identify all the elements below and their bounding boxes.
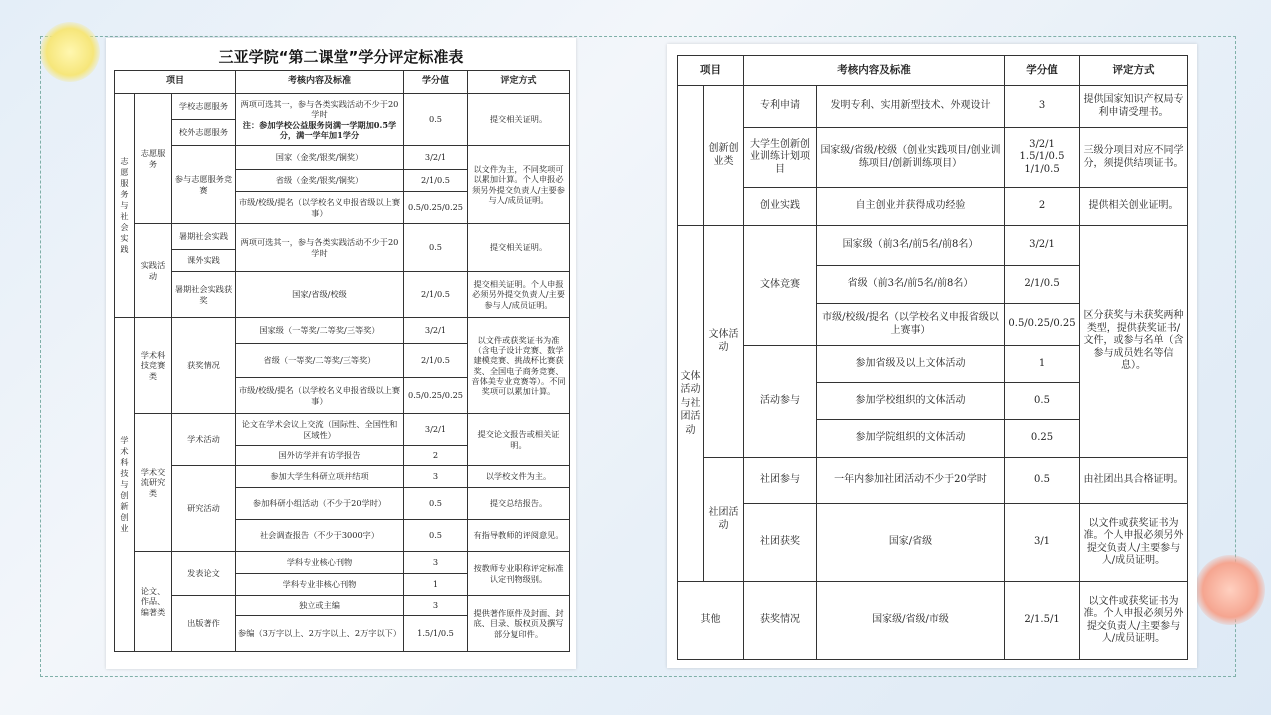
credit-cell: 1 — [1005, 346, 1080, 383]
table-row — [678, 86, 1188, 128]
method-cell: 提交相关证明。 — [468, 94, 570, 146]
content-cell: 参加学院组织的文体活动 — [817, 420, 1005, 458]
method-cell: 三级分项目对应不同学分，须提供结项证书。 — [1080, 128, 1188, 188]
content-cell: 国家级（一等奖/二等奖/三等奖） — [236, 318, 404, 344]
content-cell: 参加大学生科研立项并结项 — [236, 466, 404, 488]
item-cell: 参与志愿服务竞赛 — [172, 146, 236, 224]
item-cell: 获奖情况 — [744, 582, 817, 660]
header-method: 评定方式 — [1080, 56, 1188, 86]
credit-cell: 1 — [404, 574, 468, 596]
header-item: 项目 — [678, 56, 744, 86]
content-cell: 参编（3万字以上、2万字以上、2万字以下） — [236, 616, 404, 652]
subcategory-cell: 论文、作品、编著类 — [135, 552, 172, 652]
credit-cell: 2 — [1005, 188, 1080, 226]
content-cell: 省级（前3名/前5名/前8名） — [817, 266, 1005, 304]
item-cell: 课外实践 — [172, 250, 236, 272]
content-cell: 市级/校级/提名（以学校名义申报省级以上赛事） — [236, 192, 404, 224]
category-cell: 文体活动与社团活动 — [678, 226, 704, 582]
content-cell: 国家级（前3名/前5名/前8名） — [817, 226, 1005, 266]
category-cell: 其他 — [678, 582, 744, 660]
table-row — [115, 414, 570, 446]
method-cell: 提供相关创业证明。 — [1080, 188, 1188, 226]
item-cell: 出版著作 — [172, 596, 236, 652]
table-row — [115, 466, 570, 488]
content-cell: 参加省级及以上文体活动 — [817, 346, 1005, 383]
content-cell: 两项可选其一，参与各类实践活动不少于20学时 注：参加学校公益服务岗满一学期加0.5学分，满一学年加1学分 — [236, 94, 404, 146]
method-cell: 提供国家知识产权局专利申请受理书。 — [1080, 86, 1188, 128]
table-row — [115, 318, 570, 344]
item-cell: 文体竞赛 — [744, 226, 817, 346]
document-page-left — [106, 38, 576, 669]
method-cell: 提交相关证明。 — [468, 224, 570, 272]
content-cell: 参加学校组织的文体活动 — [817, 383, 1005, 420]
content-cell: 省级（金奖/银奖/铜奖） — [236, 170, 404, 192]
content-cell: 省级（一等奖/二等奖/三等奖） — [236, 344, 404, 378]
table-row — [115, 596, 570, 616]
document-title: 三亚学院“第二课堂”学分评定标准表 — [218, 48, 464, 66]
item-cell: 研究活动 — [172, 466, 236, 552]
item-cell: 发表论文 — [172, 552, 236, 596]
content-cell: 一年内参加社团活动不少于20学时 — [817, 458, 1005, 504]
credit-cell: 2/1/0.5 — [1005, 266, 1080, 304]
table-row — [678, 188, 1188, 226]
header-method: 评定方式 — [468, 71, 570, 94]
method-cell: 由社团出具合格证明。 — [1080, 458, 1188, 504]
item-cell: 学术活动 — [172, 414, 236, 466]
content-cell: 市级/校级/提名（以学校名义申报省级以上赛事） — [236, 378, 404, 414]
table-row — [678, 226, 1188, 266]
method-cell: 区分获奖与未获奖两种类型，提供获奖证书/文件，或参与名单（含参与成员姓名等信息）。 — [1080, 226, 1188, 458]
table-row — [678, 504, 1188, 582]
content-cell: 国家级/省级/校级（创业实践项目/创业训练项目/创新训练项目） — [817, 128, 1005, 188]
document-page-right — [667, 44, 1197, 668]
credit-cell: 0.5 — [1005, 383, 1080, 420]
flower-decoration-top-left — [40, 22, 100, 82]
credit-cell: 2/1/0.5 — [404, 344, 468, 378]
subcategory-cell: 学术科技竞赛类 — [135, 318, 172, 414]
credit-cell: 0.5 — [404, 520, 468, 552]
table-row — [115, 552, 570, 574]
credit-cell: 3 — [404, 552, 468, 574]
header-content: 考核内容及标准 — [744, 56, 1005, 86]
credit-cell: 2/1/0.5 — [404, 272, 468, 318]
table-row — [115, 272, 570, 318]
credit-cell: 0.5/0.25/0.25 — [404, 378, 468, 414]
credit-table-right — [677, 55, 1188, 660]
subcategory-cell: 创新创业类 — [704, 86, 744, 226]
table-row — [678, 582, 1188, 660]
table-row — [115, 224, 570, 250]
table-row — [678, 128, 1188, 188]
subcategory-cell: 志愿服务 — [135, 94, 172, 224]
category-cell: 志愿服务与社会实践 — [115, 94, 135, 318]
table-header-row — [678, 56, 1188, 86]
credit-cell: 0.5 — [1005, 458, 1080, 504]
flower-decoration-bottom-right — [1195, 555, 1265, 625]
method-cell: 以文件为主，不同奖项可以累加计算。个人申报必须另外提交负责人/主要参与人/成员证明。 — [468, 146, 570, 224]
content-cell: 两项可选其一，参与各类实践活动不少于20学时 — [236, 224, 404, 272]
method-cell: 提交论文报告或相关证明。 — [468, 414, 570, 466]
category-cell: 学术科技与创新创业 — [115, 318, 135, 652]
method-cell: 以文件或获奖证书为准（含电子设计竞赛、数学建模竞赛、挑战杯比赛获奖、全国电子商务竞赛、音体美专业竞赛等）。不同奖项可以累加计算。 — [468, 318, 570, 414]
item-cell: 创业实践 — [744, 188, 817, 226]
credit-cell: 0.5/0.25/0.25 — [404, 192, 468, 224]
credit-cell: 0.25 — [1005, 420, 1080, 458]
item-cell: 暑期社会实践获奖 — [172, 272, 236, 318]
credit-cell: 2 — [404, 446, 468, 466]
content-cell: 独立或主编 — [236, 596, 404, 616]
subcategory-cell: 社团活动 — [704, 458, 744, 582]
credit-cell: 2/1/0.5 — [404, 170, 468, 192]
method-cell: 以文件或获奖证书为准。个人申报必须另外提交负责人/主要参与人/成员证明。 — [1080, 504, 1188, 582]
content-cell: 参加科研小组活动（不少于20学时） — [236, 488, 404, 520]
content-cell: 发明专利、实用新型技术、外观设计 — [817, 86, 1005, 128]
credit-cell: 3/2/1 1.5/1/0.5 1/1/0.5 — [1005, 128, 1080, 188]
content-cell: 学科专业非核心刊物 — [236, 574, 404, 596]
content-cell: 自主创业并获得成功经验 — [817, 188, 1005, 226]
credit-cell: 3 — [1005, 86, 1080, 128]
method-cell: 以学校文件为主。 — [468, 466, 570, 488]
item-cell: 社团参与 — [744, 458, 817, 504]
item-cell: 社团获奖 — [744, 504, 817, 582]
credit-cell: 0.5 — [404, 488, 468, 520]
item-cell: 校外志愿服务 — [172, 120, 236, 146]
credit-cell: 2/1.5/1 — [1005, 582, 1080, 660]
item-cell: 获奖情况 — [172, 318, 236, 414]
content-cell: 国家/省级/校级 — [236, 272, 404, 318]
content-cell: 国家/省级 — [817, 504, 1005, 582]
credit-cell: 3/2/1 — [404, 146, 468, 170]
item-cell: 学校志愿服务 — [172, 94, 236, 120]
subcategory-cell: 实践活动 — [135, 224, 172, 318]
method-cell: 提交总结报告。 — [468, 488, 570, 520]
item-cell: 暑期社会实践 — [172, 224, 236, 250]
credit-cell: 3/2/1 — [404, 414, 468, 446]
item-cell: 活动参与 — [744, 346, 817, 458]
table-row — [115, 94, 570, 120]
table-header-row — [115, 71, 570, 94]
content-cell: 市级/校级/提名（以学校名义申报省级以上赛事） — [817, 304, 1005, 346]
table-row — [678, 458, 1188, 504]
credit-cell: 3 — [404, 466, 468, 488]
header-item: 项目 — [115, 71, 236, 94]
header-content: 考核内容及标准 — [236, 71, 404, 94]
method-cell: 以文件或获奖证书为准。个人申报必须另外提交负责人/主要参与人/成员证明。 — [1080, 582, 1188, 660]
method-cell: 提供著作原件及封面、封底、目录、版权页及撰写部分复印件。 — [468, 596, 570, 652]
content-cell: 国家（金奖/银奖/铜奖） — [236, 146, 404, 170]
note-text: 注：参加学校公益服务岗满一学期加0.5学分，满一学年加1学分 — [242, 119, 397, 140]
item-cell: 大学生创新创业训练计划项目 — [744, 128, 817, 188]
method-cell: 按教师专业职称评定标准认定刊物级别。 — [468, 552, 570, 596]
header-credit: 学分值 — [404, 71, 468, 94]
subcategory-cell: 文体活动 — [704, 226, 744, 458]
empty-cell — [678, 86, 704, 226]
content-cell: 社会调查报告（不少于3000字） — [236, 520, 404, 552]
credit-cell: 1.5/1/0.5 — [404, 616, 468, 652]
header-credit: 学分值 — [1005, 56, 1080, 86]
table-row — [115, 146, 570, 170]
credit-cell: 3 — [404, 596, 468, 616]
subcategory-cell: 学术交流研究类 — [135, 414, 172, 552]
credit-cell: 3/1 — [1005, 504, 1080, 582]
credit-cell: 3/2/1 — [404, 318, 468, 344]
content-cell: 国外访学并有访学报告 — [236, 446, 404, 466]
credit-cell: 0.5 — [404, 224, 468, 272]
content-cell: 国家级/省级/市级 — [817, 582, 1005, 660]
content-cell: 学科专业核心刊物 — [236, 552, 404, 574]
method-cell: 提交相关证明。个人申报必须另外提交负责人/主要参与人/成员证明。 — [468, 272, 570, 318]
credit-cell: 3/2/1 — [1005, 226, 1080, 266]
content-cell: 论文在学术会议上交流（国际性、全国性和区域性） — [236, 414, 404, 446]
credit-table-left — [114, 70, 570, 652]
credit-cell: 0.5/0.25/0.25 — [1005, 304, 1080, 346]
item-cell: 专利申请 — [744, 86, 817, 128]
credit-cell: 0.5 — [404, 94, 468, 146]
method-cell: 有指导教师的评阅意见。 — [468, 520, 570, 552]
